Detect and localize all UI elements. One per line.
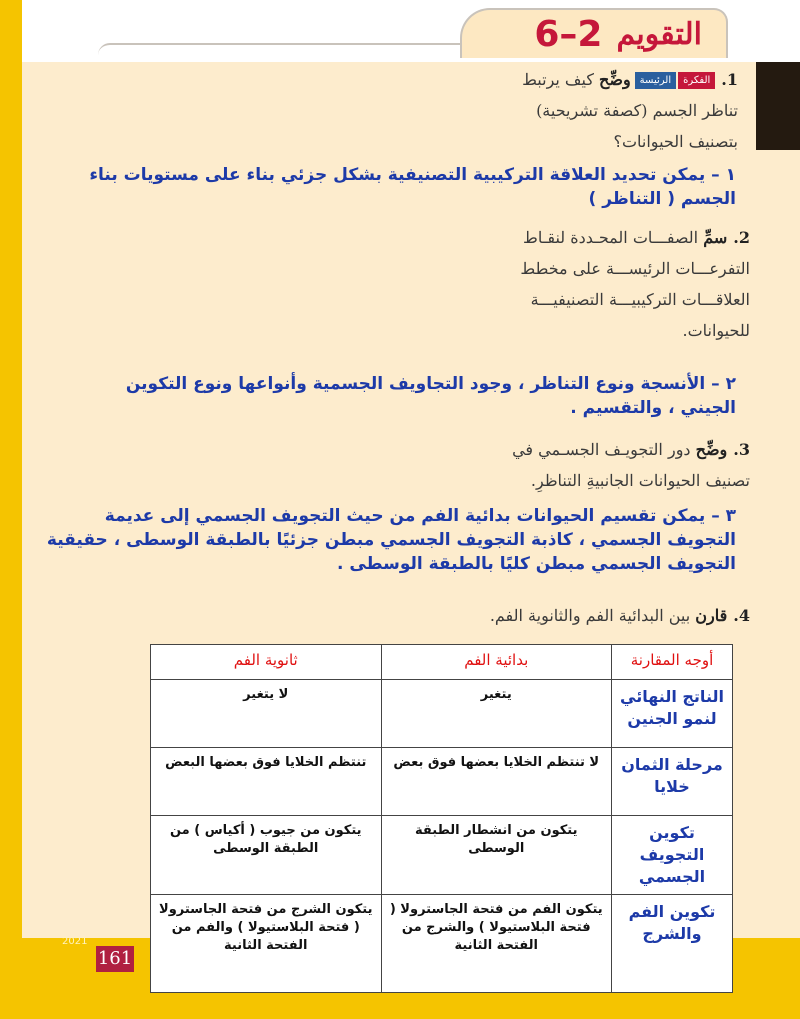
question-text: كيف يرتبط	[522, 70, 594, 89]
badge-idea: الفكرة	[678, 72, 715, 89]
table-cell: لا تنتظم الخلايا بعضها فوق بعض	[381, 748, 612, 816]
table-cell: يتكون من جيوب ( أكياس ) من الطبقة الوسطى	[151, 816, 382, 895]
row-label: مرحلة الثمان خلايا	[612, 748, 733, 816]
row-label: الناتج النهائي لنمو الجنين	[612, 680, 733, 748]
question-2	[450, 222, 750, 346]
question-verb: وضِّح	[695, 440, 728, 459]
question-line: التفرعـــات الرئيســـة على مخطط	[520, 259, 750, 278]
row-label: تكوين الفم والشرج	[612, 895, 733, 993]
question-number: 4.	[733, 606, 750, 625]
question-text: دور التجويـف الجسـمي في	[512, 440, 691, 459]
question-line: العلاقـــات التركيبيـــة التصنيفيـــة	[530, 290, 750, 309]
column-header-protostome: بدائية الفم	[381, 645, 612, 680]
question-verb: سمِّ	[703, 228, 728, 247]
table-cell: لا يتغير	[151, 680, 382, 748]
question-number: 1.	[721, 70, 738, 89]
question-line	[420, 64, 738, 95]
table-row	[151, 680, 733, 748]
header-number: 6–2	[534, 13, 603, 55]
answer-2: ٢ – الأنسجة ونوع التناظر ، وجود التجاويف الجسمية وأنواعها ونوع التكوين الجيني ، والتقسيم .	[125, 374, 736, 418]
question-number: 2.	[733, 228, 750, 247]
question-4	[440, 600, 750, 631]
column-header-aspect: أوجه المقارنة	[612, 645, 733, 680]
question-text: بين البدائية الفم والثانوية الفم.	[489, 606, 691, 625]
header-title: التقويم	[616, 16, 702, 52]
question-verb: وضِّح	[599, 70, 631, 89]
row-label: تكوين التجويف الجسمي	[612, 816, 733, 895]
question-line: للحيوانات.	[682, 321, 750, 340]
page-number: 161	[96, 946, 134, 972]
year-label: 2021	[62, 936, 88, 947]
dark-edge-block	[756, 62, 800, 150]
badge-main: الرئيسة	[635, 72, 676, 89]
table-cell: يتكون من انشطار الطبقة الوسطى	[381, 816, 612, 895]
table-cell: يتكون الشرج من فتحة الجاسترولا ( فتحة البلاستيولا ) والفم من الفتحة الثانية	[151, 895, 382, 993]
comparison-table	[150, 644, 733, 993]
question-line	[440, 600, 750, 631]
table-cell: تنتظم الخلايا فوق بعضها البعض	[151, 748, 382, 816]
table-cell: يتكون الفم من فتحة الجاسترولا ( فتحة البلاستيولا ) والشرج من الفتحة الثانية	[381, 895, 612, 993]
section-header	[460, 8, 728, 58]
question-3	[460, 434, 750, 496]
table-row	[151, 816, 733, 895]
column-header-deuterostome: ثانوية الفم	[151, 645, 382, 680]
question-1	[420, 64, 738, 157]
question-number: 3.	[733, 440, 750, 459]
question-line: تناظر الجسم (كصفة تشريحية)	[536, 101, 738, 120]
answer-1: ١ – يمكن تحديد العلاقة التركيبية التصنيفية بشكل جزئي بناء على مستويات بناء الجسم ( التناظر )	[89, 165, 736, 209]
table-header-row	[151, 645, 733, 680]
table-row	[151, 748, 733, 816]
question-line: تصنيف الحيوانات الجانبيةِ التناظرِ.	[530, 471, 750, 490]
question-verb: قارن	[695, 606, 728, 625]
table-cell: يتغير	[381, 680, 612, 748]
question-text: الصفـــات المحـددة لنقـاط	[523, 228, 699, 247]
question-line: بتصنيف الحيوانات؟	[613, 132, 738, 151]
header-rule	[98, 43, 478, 59]
answer-3: ٣ – يمكن تقسيم الحيوانات بدائية الفم من حيث التجويف الجسمي إلى عديمة التجويف الجسمي ، كاذبة التجويف الجسمي مبطن جزئيًا بالطبقة الوسطى ، حقيقية التجويف الجسمي مبطن كليًا بالطبقة الوسطى .	[46, 506, 736, 574]
question-line	[450, 222, 750, 253]
question-line	[460, 434, 750, 465]
table-row	[151, 895, 733, 993]
left-yellow-bar	[0, 0, 22, 1019]
